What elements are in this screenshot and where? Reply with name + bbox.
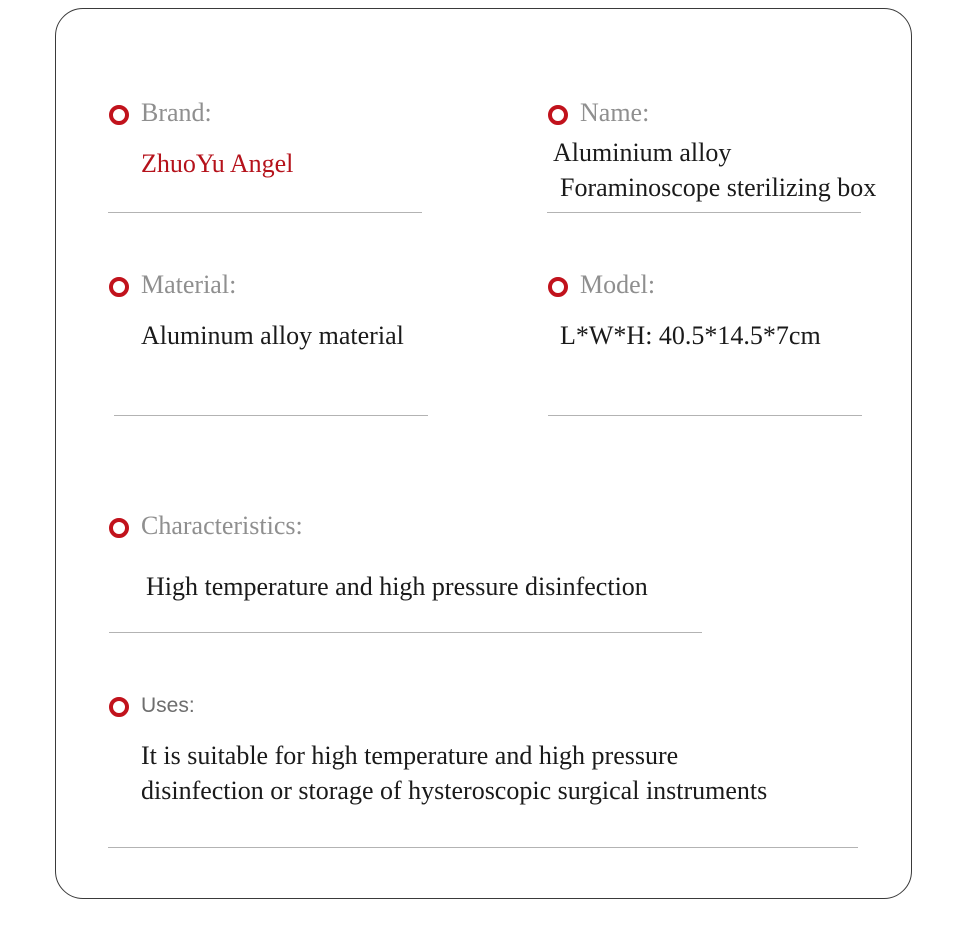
name-divider	[547, 212, 861, 213]
characteristics-label: Characteristics:	[141, 511, 303, 540]
ring-bullet-icon	[109, 518, 129, 538]
material-value: Aluminum alloy material	[141, 321, 404, 350]
material-label: Material:	[141, 270, 237, 299]
ring-bullet-icon	[109, 277, 129, 297]
model-divider	[548, 415, 862, 416]
uses-value-line1: It is suitable for high temperature and high pressure	[141, 741, 679, 770]
uses-divider	[108, 847, 858, 848]
uses-label: Uses:	[141, 694, 195, 717]
ring-bullet-icon	[548, 277, 568, 297]
ring-bullet-icon	[109, 105, 129, 125]
characteristics-divider	[109, 632, 702, 633]
name-value-line1: Aluminium alloy	[553, 138, 732, 167]
name-label: Name:	[580, 98, 650, 127]
brand-label: Brand:	[141, 98, 212, 127]
name-value-line2: Foraminoscope sterilizing box	[560, 173, 877, 202]
ring-bullet-icon	[548, 105, 568, 125]
characteristics-value: High temperature and high pressure disinfection	[146, 572, 648, 601]
uses-value-line2: disinfection or storage of hysteroscopic surgical instruments	[141, 776, 768, 805]
brand-value: ZhuoYu Angel	[141, 149, 294, 178]
model-label: Model:	[580, 270, 656, 299]
ring-bullet-icon	[109, 697, 129, 717]
model-value: L*W*H: 40.5*14.5*7cm	[560, 321, 821, 350]
brand-divider	[108, 212, 422, 213]
material-divider	[114, 415, 428, 416]
